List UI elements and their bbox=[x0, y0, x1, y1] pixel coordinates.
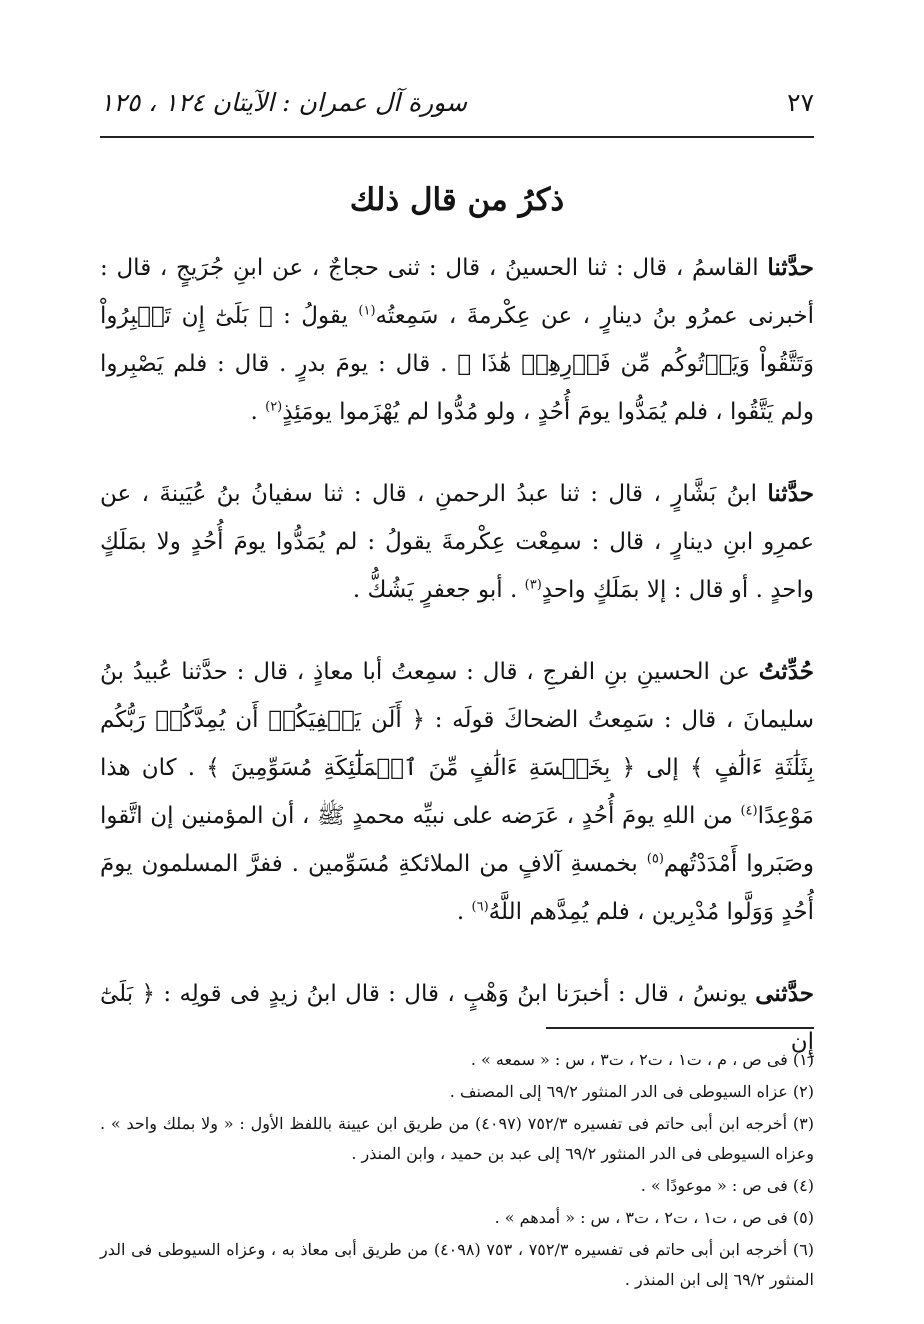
page-number: ٢٧ bbox=[787, 88, 814, 117]
paragraph-text: من اللهِ يومَ أُحُدٍ ، عَرَضه على نبيِّه محمدٍ ﷺ ، أن المؤمنين إن اتَّقوا وصَبَروا أَمْدَدْتُهم bbox=[100, 803, 814, 877]
footnote: (٣) أخرجه ابن أبى حاتم فى تفسيره ٧٥٢/٣ (٤٠٩٧) من طريق ابن عيينة باللفظ الأول : « ولا بملك واحد » . وعزاه السيوطى فى الدر المنثور ٦٩/٢ إلى عبد بن حميد ، وابن المنذر . bbox=[100, 1114, 815, 1163]
paragraph-text: يونسُ ، قال : أخبرَنا ابنُ وَهْبٍ ، قال : قال ابنُ زيدٍ فى قولِه : ﴿ بَلَىٰٓ إِن bbox=[100, 981, 814, 1055]
paragraph-text: . أبو جعفرٍ يَشُكُّ . bbox=[352, 577, 525, 603]
footnote: (٦) أخرجه ابن أبى حاتم فى تفسيره ٧٥٢/٣ ، ٧٥٣ (٤٠٩٨) من طريق أبى معاذ به ، وعزاه السيوطى فى الدر المنثور ٦٩/٢ إلى ابن المنذر . bbox=[100, 1240, 815, 1289]
footnote-rule bbox=[546, 1027, 814, 1029]
footnotes bbox=[100, 1045, 814, 1297]
paragraph bbox=[100, 470, 814, 614]
main-text bbox=[100, 244, 814, 1066]
running-title: سورة آل عمران : الآيتان ١٢٤ ، ١٢٥ bbox=[100, 88, 468, 117]
footnote-ref: (٤) bbox=[740, 803, 758, 819]
paragraph bbox=[100, 648, 814, 936]
header-rule bbox=[100, 136, 814, 138]
footnote-ref: (٢) bbox=[265, 399, 283, 415]
paragraph-text: عن الحسينِ بنِ الفرجِ ، قال : سمِعتُ أبا معاذٍ ، قال : حدَّثنا عُبيدُ بنُ سليمانَ ، قال : سَمِعتُ الضحاكَ قولَه : ﴿ أَلَن يَكۡفِيَكُمۡ أَن يُمِدَّكُمۡ رَبُّكُم بِثَلَٰثَةِ ءَالَٰفٍ ﴾ إلى ﴿ بِخَمۡسَةِ ءَالَٰفٍ مِّنَ ٱلۡمَلَٰٓئِكَةِ مُسَوِّمِينَ ﴾ . كان هذا مَوْعِدًا bbox=[100, 659, 814, 829]
paragraph-lead: حدَّثنا bbox=[767, 480, 814, 507]
footnote-ref: (٦) bbox=[471, 899, 489, 915]
paragraph-text: . bbox=[250, 399, 266, 425]
paragraph-lead: حدَّثنا bbox=[767, 254, 814, 281]
footnote: (٥) فى ص ، ت١ ، ت٢ ، ت٣ ، س : « أمدهم » . bbox=[494, 1208, 814, 1227]
footnote-ref: (١) bbox=[358, 303, 376, 319]
paragraph bbox=[100, 244, 814, 436]
paragraph-text: بخمسةِ آلافٍ من الملائكةِ مُسَوِّمين . ففرَّ المسلمون يومَ أُحُدٍ وَوَلَّوا مُدْبِرين ، فلم يُمِدَّهم اللَّهُ bbox=[100, 851, 814, 925]
footnote-ref: (٣) bbox=[524, 577, 542, 593]
paragraph-lead: حدَّثنى bbox=[755, 980, 814, 1007]
paragraph-lead: حُدِّثتُ bbox=[758, 658, 814, 685]
paragraph-text: ابنُ بَشَّارٍ ، قال : ثنا عبدُ الرحمنِ ، قال : ثنا سفيانُ بنُ عُيَينةَ ، عن عمرِو ابنِ دينارٍ ، قال : سمِعْت عِكْرمةَ يقولُ : لم يُمَدُّوا يومَ أُحُدٍ ولا بمَلَكٍ واحدٍ . أو قال : إلا بمَلَكٍ واحدٍ bbox=[100, 481, 814, 603]
paragraph-text: . bbox=[456, 899, 472, 925]
section-title: ذكرُ من قال ذلك bbox=[349, 182, 565, 218]
footnote-ref: (٥) bbox=[646, 851, 664, 867]
footnote: (٤) فى ص : « موعودًا » . bbox=[640, 1176, 814, 1195]
footnote: (٢) عزاه السيوطى فى الدر المنثور ٦٩/٢ إلى المصنف . bbox=[449, 1082, 814, 1101]
footnote: (١) فى ص ، م ، ت١ ، ت٢ ، ت٣ ، س : « سمعه » . bbox=[470, 1050, 814, 1069]
page-header bbox=[100, 84, 814, 128]
paragraph-text: القاسمُ ، قال : ثنا الحسينُ ، قال : ثنى حجاجٌ ، عن ابنِ جُرَيجٍ ، قال : أخبرنى عمرُو بنُ دينارٍ ، عن عِكْرمةَ ، سَمِعتُه bbox=[100, 255, 814, 329]
paragraph-text: يقولُ : ﴿ بَلَىٰٓ إِن تَصۡبِرُواْ وَتَتَّقُواْ وَيَأۡتُوكُم مِّن فَوۡرِهِمۡ هَٰذَا ﴾ . قال : يومَ بدرٍ . قال : فلم يَصْبِروا ولم يَتَّقُوا ، فلم يُمَدُّوا يومَ أُحُدٍ ، ولو مُدُّوا لم يُهْزَموا يومَئِذٍ bbox=[100, 303, 814, 425]
